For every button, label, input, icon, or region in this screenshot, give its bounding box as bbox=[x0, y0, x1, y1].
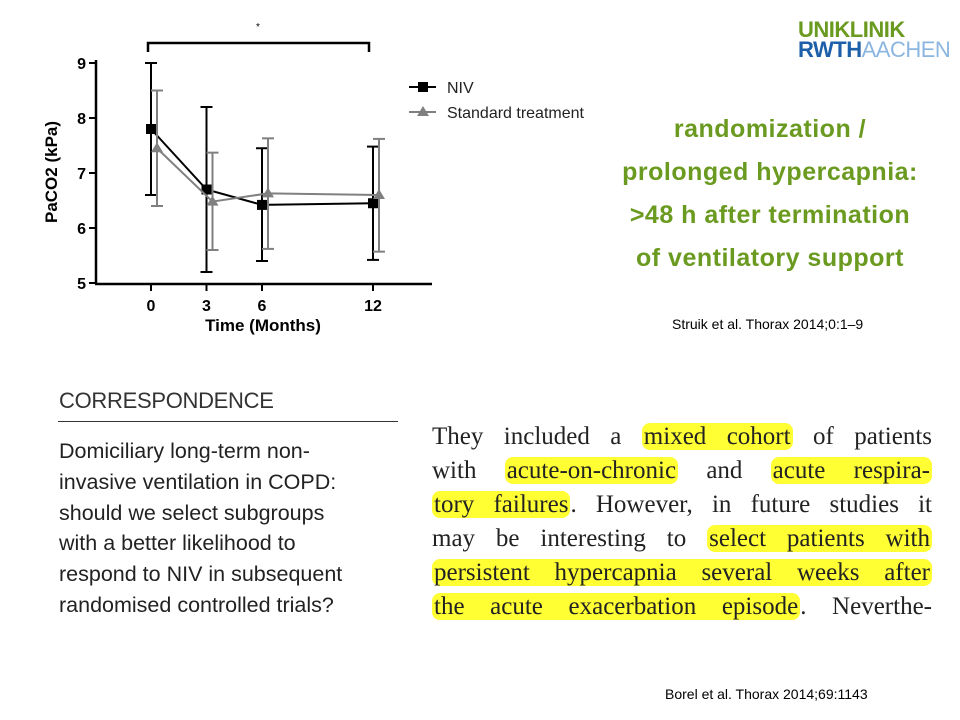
highlighted-text: select patients with bbox=[709, 525, 930, 552]
excerpt-line bbox=[432, 454, 932, 488]
paco2-chart bbox=[0, 0, 620, 345]
logo-aachen: AACHEN bbox=[861, 37, 951, 62]
title-line: respond to NIV in subsequent bbox=[59, 562, 343, 587]
y-tick-label: 5 bbox=[77, 276, 86, 293]
x-tick-label: 12 bbox=[364, 298, 382, 315]
legend-marker bbox=[418, 82, 428, 92]
x-axis-label: Time (Months) bbox=[205, 316, 321, 335]
text: with bbox=[432, 457, 505, 484]
title-line: invasive ventilation in COPD: bbox=[59, 469, 337, 494]
y-axis-label: PaCO2 (kPa) bbox=[42, 120, 61, 224]
excerpt-line bbox=[432, 556, 932, 590]
data-point bbox=[368, 198, 378, 208]
citation-struik: Struik et al. Thorax 2014;0:1–9 bbox=[672, 316, 864, 332]
data-point bbox=[151, 142, 163, 152]
x-tick-label: 0 bbox=[146, 298, 156, 315]
highlighted-text: the acute exacerbation episode bbox=[434, 593, 799, 620]
highlighted-text: tory failures bbox=[434, 491, 569, 518]
citation-borel: Borel et al. Thorax 2014;69:1143 bbox=[665, 686, 868, 702]
title-line: should we select subgroups bbox=[59, 500, 325, 525]
legend-label: Standard treatment bbox=[447, 105, 584, 122]
highlighted-text: persistent hypercapnia several weeks after bbox=[434, 559, 930, 586]
highlighted-text: mixed cohort bbox=[643, 423, 791, 450]
headline-line: prolonged hypercapnia: bbox=[622, 158, 918, 186]
data-point bbox=[257, 200, 267, 210]
logo-line1: UNIKLINIK bbox=[798, 17, 905, 42]
significance-bracket bbox=[148, 43, 369, 52]
y-tick-label: 7 bbox=[77, 166, 86, 183]
title-line: randomised controlled trials? bbox=[59, 592, 334, 617]
excerpt-line bbox=[432, 488, 932, 522]
title-line: with a better likelihood to bbox=[59, 531, 296, 556]
text: and bbox=[678, 457, 771, 484]
section-label: CORRESPONDENCE bbox=[59, 388, 274, 413]
headline-line: randomization / bbox=[673, 115, 867, 143]
text: . However, in future studies it bbox=[570, 491, 933, 518]
x-tick-label: 3 bbox=[202, 298, 211, 315]
title-line: Domiciliary long-term non- bbox=[59, 439, 310, 463]
data-point bbox=[262, 187, 274, 197]
excerpt-line bbox=[432, 420, 932, 454]
y-tick-label: 6 bbox=[77, 221, 86, 238]
article-excerpt bbox=[432, 420, 932, 624]
text: . Neverthe- bbox=[800, 593, 932, 620]
text: may be interesting to bbox=[432, 525, 708, 552]
divider bbox=[58, 421, 398, 422]
text: They included a bbox=[432, 423, 642, 450]
uniklinik-logo bbox=[798, 17, 951, 63]
data-point bbox=[146, 124, 156, 134]
y-tick-label: 8 bbox=[77, 111, 86, 128]
article-title bbox=[59, 436, 389, 621]
headline-line: of ventilatory support bbox=[636, 244, 904, 272]
x-tick-label: 6 bbox=[257, 298, 267, 315]
text: of patients bbox=[792, 423, 932, 450]
logo-rwth: RWTH bbox=[798, 37, 862, 62]
excerpt-line bbox=[432, 590, 932, 624]
legend-label: NIV bbox=[447, 80, 474, 97]
headline-line: >48 h after termination bbox=[629, 201, 911, 229]
highlighted-text: acute respira- bbox=[772, 457, 930, 484]
highlighted-text: acute-on-chronic bbox=[506, 457, 677, 484]
excerpt-line bbox=[432, 522, 932, 556]
significance-marker: * bbox=[256, 22, 260, 33]
y-tick-label: 9 bbox=[77, 56, 86, 73]
headline bbox=[560, 108, 960, 280]
